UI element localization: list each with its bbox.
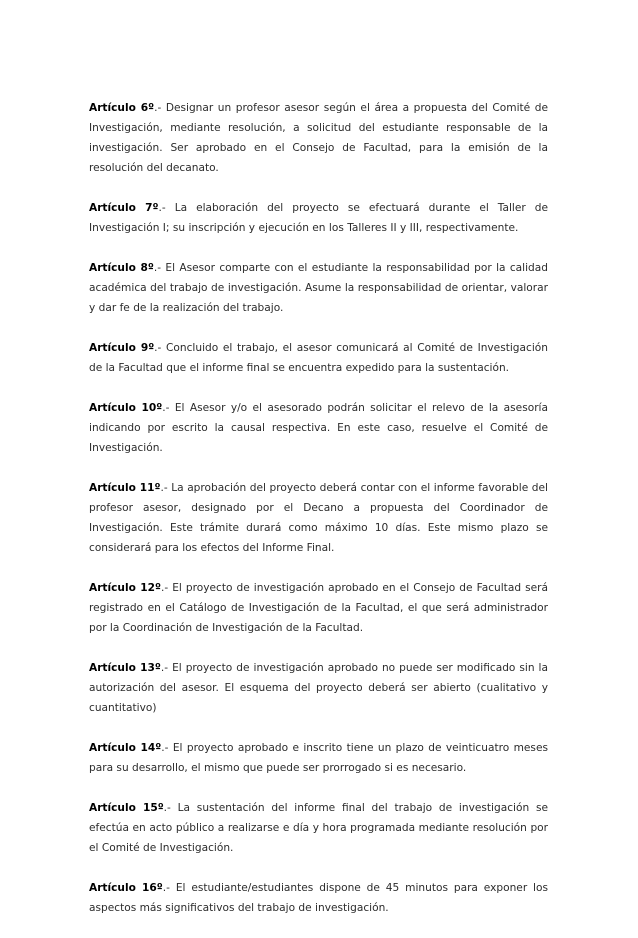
article-title: Artículo 10º — [89, 402, 163, 414]
article-title: Artículo 7º — [89, 202, 159, 214]
article-15 — [89, 798, 548, 858]
article-text: .- El Asesor y/o el asesorado podrán solicitar el relevo de la asesoría indicando por escrito la causal respectiva. En este caso, resuelve el Comité de Investigación. — [89, 402, 548, 454]
article-text: .- El estudiante/estudiantes dispone de 45 minutos para exponer los aspectos más significativos del trabajo de investigación. — [89, 882, 548, 914]
article-text: .- El proyecto de investigación aprobado no puede ser modificado sin la autorización del asesor. El esquema del proyecto deberá ser abierto (cualitativo y cuantitativo) — [89, 662, 548, 714]
article-11 — [89, 478, 548, 558]
article-title: Artículo 15º — [89, 802, 164, 814]
article-6 — [89, 98, 548, 178]
article-title: Artículo 11º — [89, 482, 161, 494]
article-text: .- La aprobación del proyecto deberá contar con el informe favorable del profesor asesor, designado por el Decano a propuesta del Coordinador de Investigación. Este trámite durará como máximo 10 días. Este mismo plazo se considerará para los efectos del Informe Final. — [89, 482, 548, 554]
article-title: Artículo 6º — [89, 102, 155, 114]
article-title: Artículo 12º — [89, 582, 161, 594]
article-text: .- El proyecto de investigación aprobado en el Consejo de Facultad será registrado en el Catálogo de Investigación de la Facultad, el que será administrador por la Coordinación de Investigación de la Facultad. — [89, 582, 548, 634]
article-title: Artículo 14º — [89, 742, 162, 754]
article-12 — [89, 578, 548, 638]
article-text: .- La sustentación del informe final del trabajo de investigación se efectúa en acto público a realizarse e día y hora programada mediante resolución por el Comité de Investigación. — [89, 802, 548, 854]
article-7 — [89, 198, 548, 238]
article-text: .- Designar un profesor asesor según el área a propuesta del Comité de Investigación, mediante resolución, a solicitud del estudiante responsable de la investigación. Ser aprobado en el Consejo de Facultad, para la emisión de la resolución del decanato. — [89, 102, 548, 174]
article-title: Artículo 13º — [89, 662, 161, 674]
article-14 — [89, 738, 548, 778]
article-title: Artículo 16º — [89, 882, 163, 894]
article-text: .- El proyecto aprobado e inscrito tiene un plazo de veinticuatro meses para su desarrollo, el mismo que puede ser prorrogado si es necesario. — [89, 742, 548, 774]
article-13 — [89, 658, 548, 718]
document-page — [89, 98, 548, 938]
article-16 — [89, 878, 548, 918]
article-text: .- Concluido el trabajo, el asesor comunicará al Comité de Investigación de la Facultad que el informe final se encuentra expedido para la sustentación. — [89, 342, 548, 374]
article-10 — [89, 398, 548, 458]
article-8 — [89, 258, 548, 318]
article-title: Artículo 8º — [89, 262, 154, 274]
article-text: .- El Asesor comparte con el estudiante la responsabilidad por la calidad académica del trabajo de investigación. Asume la responsabilidad de orientar, valorar y dar fe de la realización del trabajo. — [89, 262, 548, 314]
article-title: Artículo 9º — [89, 342, 155, 354]
article-9 — [89, 338, 548, 378]
article-text: .- La elaboración del proyecto se efectuará durante el Taller de Investigación I; su inscripción y ejecución en los Talleres II y III, respectivamente. — [89, 202, 548, 234]
